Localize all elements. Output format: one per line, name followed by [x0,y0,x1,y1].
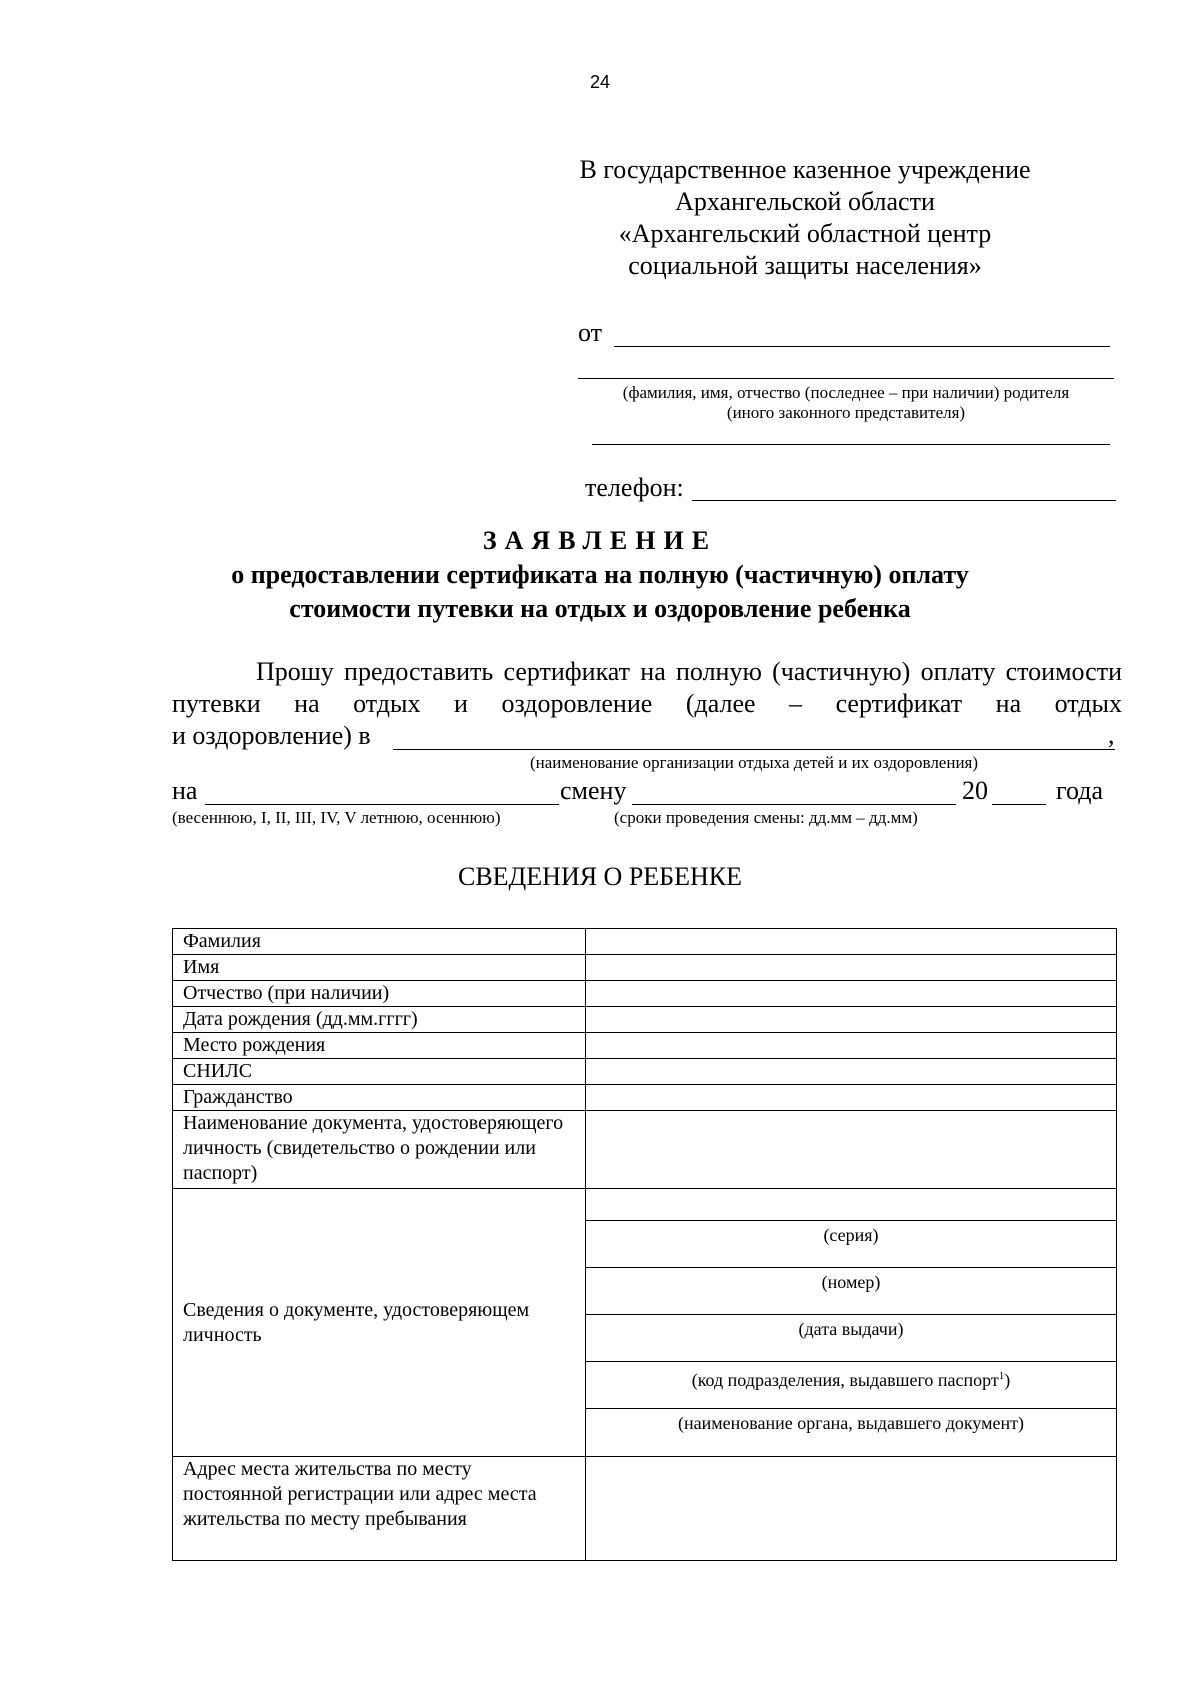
division-code-label: (код подразделения, выдавшего паспорт [691,1370,999,1390]
document-series-field[interactable]: (серия) [586,1221,1116,1268]
request-line: Прошу предоставить сертификат на полную (частичную) оплату стоимости [256,657,1122,686]
division-code-label-end: ) [1004,1370,1011,1390]
addressee-line: «Архангельский областной центр [618,219,992,248]
request-line-3 [172,720,1122,752]
title-main: ЗАЯВЛЕНИЕ [482,526,718,555]
applicant-name-line[interactable] [614,346,1110,347]
document-issuer-field[interactable]: (наименование органа, выдавшего документ) [677,1413,1025,1433]
document-number-field[interactable]: (номер) [586,1268,1116,1315]
row-label: Адрес места жительства по месту постоянной регистрации или адрес места жительства по месту пребывания [173,1457,586,1561]
organization-name-line[interactable] [393,749,1115,750]
row-label: Дата рождения (дд.мм.гггг) [173,1007,586,1033]
applicant-name-caption [578,383,1114,423]
row-label: Наименование документа, удостоверяющего личность (свидетельство о рождении или паспорт) [173,1111,586,1189]
row-value[interactable] [586,981,1117,1007]
title-subtitle: о предоставлении сертификата на полную (частичную) оплату [231,560,969,589]
row-label: Место рождения [173,1033,586,1059]
row-value[interactable] [586,1111,1117,1189]
table-row [173,955,1117,981]
from-label: от [578,318,603,347]
addressee-line: социальной защиты населения» [628,251,982,280]
table-row-document-info [173,1189,1117,1457]
addressee-line: Архангельской области [675,187,935,216]
row-value[interactable] [586,1085,1117,1111]
table-row [173,981,1117,1007]
row-label: Гражданство [173,1085,586,1111]
table-row [173,1059,1117,1085]
document-issue-date-field[interactable]: (дата выдачи) [586,1315,1116,1362]
season-caption: (весеннюю, I, II, III, IV, V летнюю, осеннюю) [172,808,501,827]
document-fields [586,1189,1117,1457]
table-row [173,929,1117,955]
caption-line: (фамилия, имя, отчество (последнее – при наличии) родителя [622,383,1070,402]
footnote-mark: 1 [998,1370,1005,1382]
page-number: 24 [589,72,611,92]
row-value[interactable] [586,1007,1117,1033]
document-blank-field[interactable] [586,1189,1116,1221]
table-row [173,1085,1117,1111]
row-value[interactable] [586,955,1117,981]
request-paragraph [172,656,1122,752]
application-title [0,524,1200,626]
shift-dates-line[interactable] [632,804,956,805]
row-label: СНИЛС [173,1059,586,1085]
year-line[interactable] [992,804,1046,805]
table-row [173,1111,1117,1189]
row-label: Отчество (при наличии) [173,981,586,1007]
table-row [173,1033,1117,1059]
phone-line[interactable] [692,500,1116,501]
row-value[interactable] [586,1059,1117,1085]
dates-caption: (сроки проведения смены: дд.мм – дд.мм) [614,808,918,827]
applicant-extra-line[interactable] [592,444,1110,445]
table-row [173,1007,1117,1033]
row-label: Фамилия [173,929,586,955]
on-label: на [172,776,198,805]
addressee-line: В государственное казенное учреждение [579,155,1031,184]
row-label: Имя [173,955,586,981]
year-label: года [1056,776,1104,805]
row-label: Сведения о документе, удостоверяющем личность [173,1189,586,1457]
row-value[interactable] [586,1033,1117,1059]
title-subtitle: стоимости путевки на отдых и оздоровление ребенка [289,594,911,623]
phone-label: телефон: [585,473,684,502]
applicant-name-line-2[interactable] [578,378,1114,379]
row-value[interactable] [586,1457,1117,1561]
organization-caption: (наименование организации отдыха детей и их оздоровления) [529,753,979,772]
season-line[interactable] [205,804,559,805]
row-value[interactable] [586,929,1117,955]
addressee-block [555,154,1055,282]
comma: , [1108,720,1115,749]
caption-line: (иного законного представителя) [726,403,966,422]
year-prefix: 20 [962,776,988,805]
request-line-start: и оздоровление) в [172,721,371,750]
document-division-code-field[interactable] [586,1362,1116,1409]
section-title: СВЕДЕНИЯ О РЕБЕНКЕ [457,862,742,891]
child-info-table [172,928,1117,1561]
table-row-address [173,1457,1117,1561]
shift-label: смену [560,776,627,805]
request-line: путевки на отдых и оздоровление (далее – сертификат на отдых [172,689,1122,718]
